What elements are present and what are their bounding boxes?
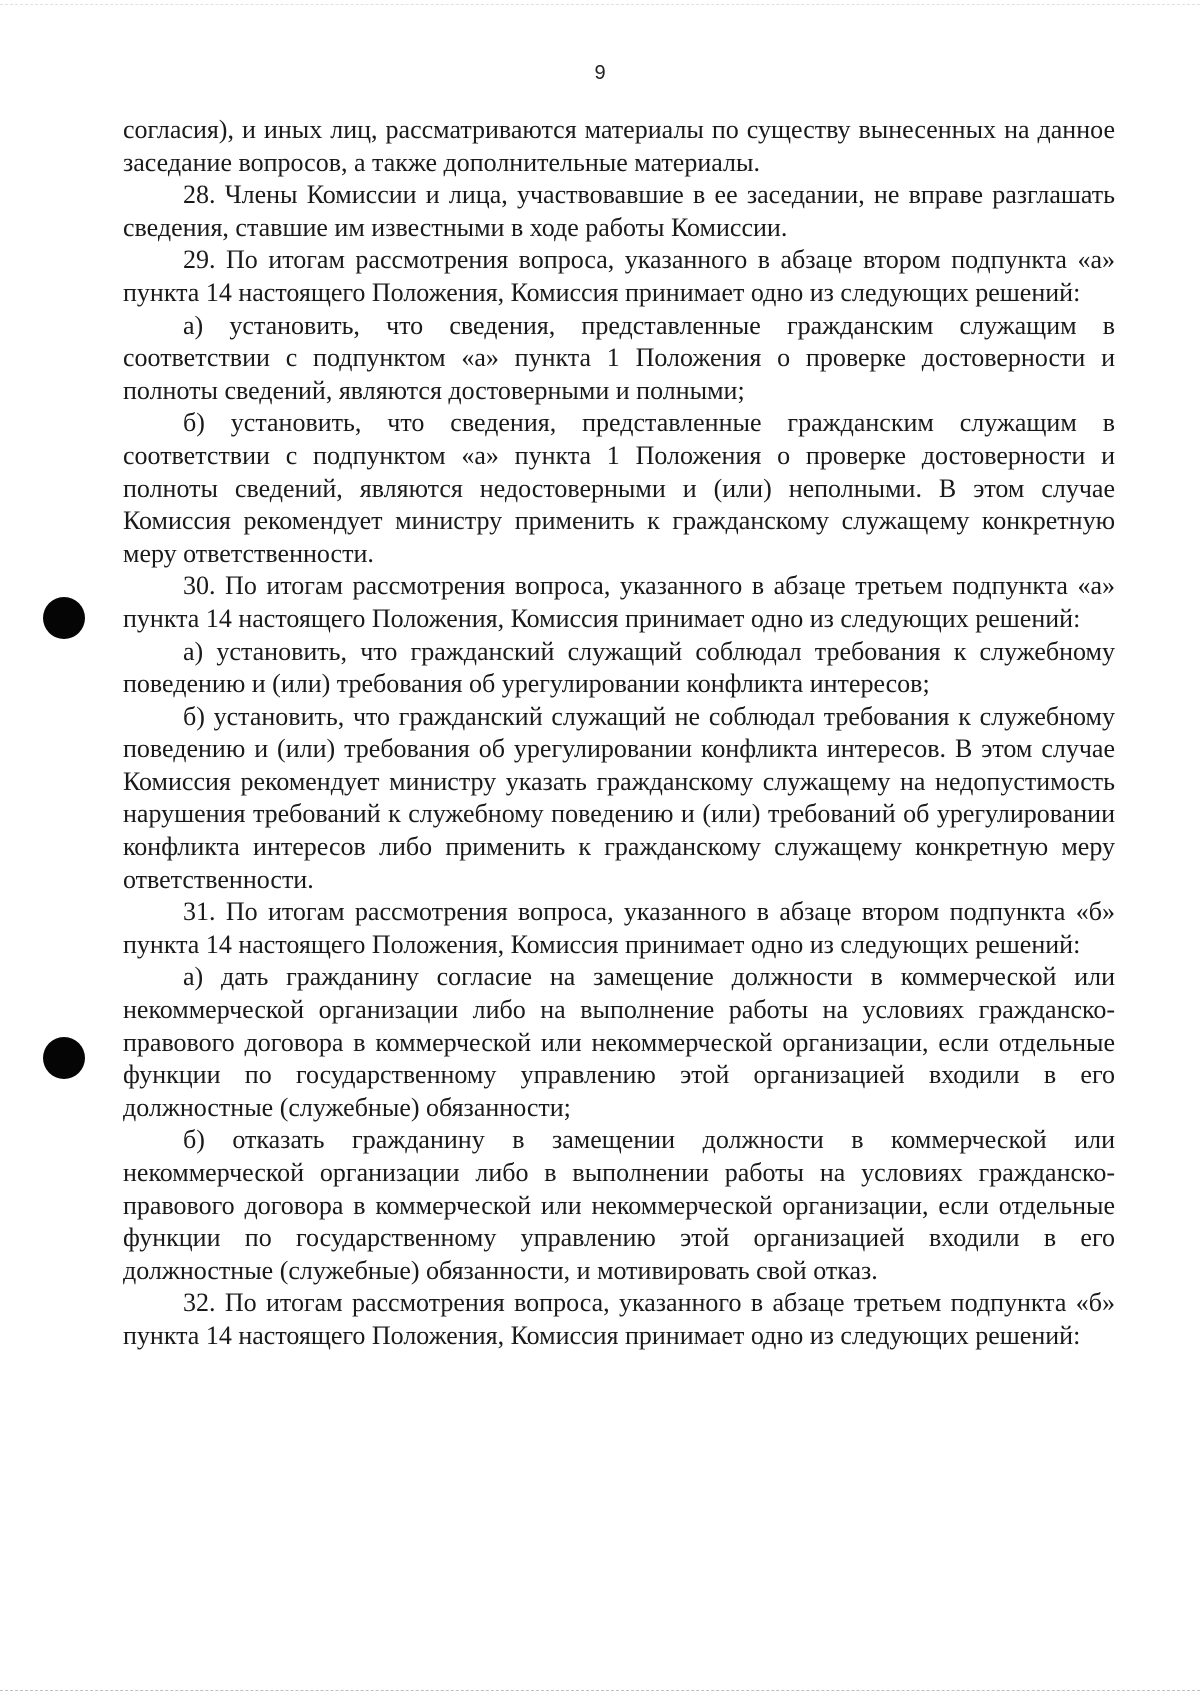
scan-edge-top xyxy=(0,4,1200,6)
paragraph-item-30: 30. По итогам рассмотрения вопроса, указанного в абзаце третьем подпункта «а» пункта 14 настоящего Положения, Комиссия принимает одно из следующих решений: xyxy=(123,571,1115,633)
paragraph-item-31-b: б) отказать гражданину в замещении должности в коммерческой или некоммерческой организации либо в выполнении работы на условиях гражданско-правового договора в коммерческой или некоммерческой организации, если отдельные функции по государственному управлению этой организацией входили в его должностные (служебные) обязанности, и мотивировать свой отказ. xyxy=(123,1125,1115,1285)
paragraph-item-31: 31. По итогам рассмотрения вопроса, указанного в абзаце втором подпункта «б» пункта 14 настоящего Положения, Комиссия принимает одно из следующих решений: xyxy=(123,897,1115,959)
scan-edge-bottom xyxy=(0,1690,1200,1692)
punch-hole-icon xyxy=(43,1037,85,1079)
paragraph-item-28: 28. Члены Комиссии и лица, участвовавшие в ее заседании, не вправе разглашать сведения, ставшие им известными в ходе работы Комиссии. xyxy=(123,180,1115,242)
paragraph-item-29: 29. По итогам рассмотрения вопроса, указанного в абзаце втором подпункта «а» пункта 14 настоящего Положения, Комиссия принимает одно из следующих решений: xyxy=(123,245,1115,307)
paragraph-item-31-a: а) дать гражданину согласие на замещение должности в коммерческой или некоммерческой организации либо на выполнение работы на условиях гражданско-правового договора в коммерческой или некоммерческой организации, если отдельные функции по государственному управлению этой организацией входили в его должностные (служебные) обязанности; xyxy=(123,962,1115,1122)
paragraph-item-32: 32. По итогам рассмотрения вопроса, указанного в абзаце третьем подпункта «б» пункта 14 настоящего Положения, Комиссия принимает одно из следующих решений: xyxy=(123,1288,1115,1350)
page-number: 9 xyxy=(594,62,606,84)
paragraph-item-29-a: а) установить, что сведения, представленные гражданским служащим в соответствии с подпунктом «а» пункта 1 Положения о проверке достоверности и полноты сведений, являются достоверными и полными; xyxy=(123,310,1115,405)
paragraph-item-29-b: б) установить, что сведения, представленные гражданским служащим в соответствии с подпунктом «а» пункта 1 Положения о проверке достоверности и полноты сведений, являются недостоверными и (или) неполными. В этом случае Комиссия рекомендует министру применить к гражданскому служащему конкретную меру ответственности. xyxy=(123,408,1115,568)
punch-hole-icon xyxy=(43,597,85,639)
paragraph-item-30-a: а) установить, что гражданский служащий соблюдал требования к служебному поведению и (или) требования об урегулировании конфликта интересов; xyxy=(123,636,1115,699)
paragraph-continuation: согласия), и иных лиц, рассматриваются материалы по существу вынесенных на данное заседание вопросов, а также дополнительные материалы. xyxy=(123,115,1115,177)
paragraph-item-30-b: б) установить, что гражданский служащий не соблюдал требования к служебному поведению и (или) требования об урегулировании конфликта интересов. В этом случае Комиссия рекомендует министру указать гражданскому служащему на недопустимость нарушения требований к служебному поведению и (или) требований об урегулировании конфликта интересов либо применить к гражданскому служащему конкретную меру ответственности. xyxy=(123,701,1115,894)
document-body xyxy=(123,114,1115,1353)
